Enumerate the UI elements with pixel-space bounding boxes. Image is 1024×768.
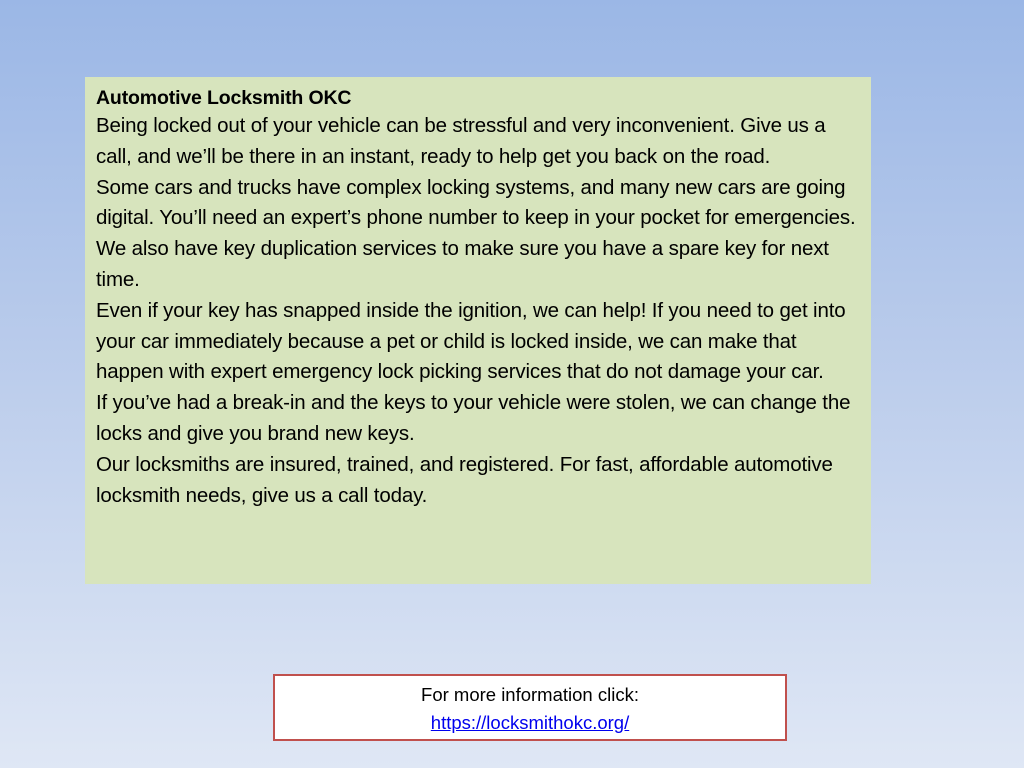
article-paragraph-2: Some cars and trucks have complex locking systems, and many new cars are going digital. You’ll need an expert’s phone number to keep in your pocket for emergencies. We also have key duplication services to make sure you have a spare key for next time. [96, 175, 856, 291]
article-paragraph-5: Our locksmiths are insured, trained, and registered. For fast, affordable automotive locksmith needs, give us a call today. [96, 452, 833, 507]
info-label: For more information click: [421, 684, 639, 705]
info-box [273, 674, 787, 741]
article-title: Automotive Locksmith OKC [96, 87, 352, 109]
article-paragraph-3: Even if your key has snapped inside the ignition, we can help! If you need to get into your car immediately because a pet or child is locked inside, we can make that happen with expert emergency lock picking services that do not damage your car. [96, 298, 846, 384]
website-link[interactable]: https://locksmithokc.org/ [430, 712, 630, 733]
article-panel [85, 77, 871, 584]
article-paragraph-4: If you’ve had a break-in and the keys to your vehicle were stolen, we can change the locks and give you brand new keys. [96, 391, 851, 445]
article-paragraph-1: Being locked out of your vehicle can be stressful and very inconvenient. Give us a call, and we’ll be there in an instant, ready to help get you back on the road. [96, 114, 826, 168]
